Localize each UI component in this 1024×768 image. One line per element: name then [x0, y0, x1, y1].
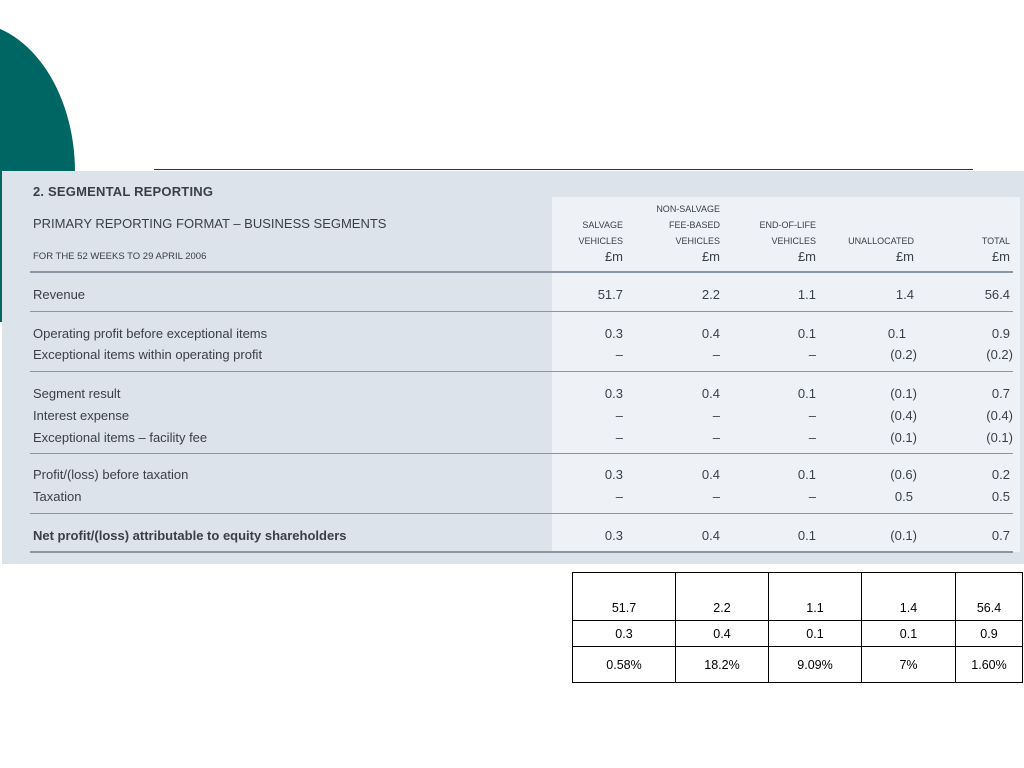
- cell-value: 0.3: [604, 386, 623, 401]
- table-cell: 0.1: [862, 621, 956, 647]
- cell-value: 0.1: [797, 467, 816, 482]
- cell-value: 0.7: [991, 528, 1010, 543]
- cell-value: (0.6): [890, 467, 917, 482]
- column-header-salvage: SALVAGE VEHICLES £m: [578, 220, 623, 264]
- table-row: [573, 573, 1023, 621]
- cell-value: (0.1): [890, 528, 917, 543]
- cell-value: 0.5: [894, 489, 913, 504]
- cell-value: –: [615, 489, 623, 504]
- cell-value: (0.2): [890, 347, 917, 362]
- row-label: Taxation: [33, 489, 82, 504]
- table-cell: 1.60%: [956, 647, 1023, 683]
- cell-value: (0.4): [986, 408, 1013, 423]
- column-header-unallocated: UNALLOCATED £m: [848, 236, 914, 264]
- cell-value: –: [808, 430, 816, 445]
- section-title: 2. SEGMENTAL REPORTING: [33, 184, 214, 199]
- footer-rule: [30, 551, 1013, 553]
- cell-value: 1.4: [895, 287, 914, 302]
- cell-value: 0.4: [701, 326, 720, 341]
- cell-value: 0.4: [701, 386, 720, 401]
- cell-value: –: [615, 430, 623, 445]
- calculation-table: [572, 572, 1023, 683]
- table-cell: 0.9: [956, 621, 1023, 647]
- row-label: Operating profit before exceptional items: [33, 326, 268, 341]
- row-label: Profit/(loss) before taxation: [33, 467, 189, 482]
- table-cell: 1.1: [769, 573, 862, 621]
- row-label: Segment result: [33, 386, 121, 401]
- cell-value: 0.3: [604, 528, 623, 543]
- table-cell: 18.2%: [676, 647, 769, 683]
- row-divider: [30, 311, 1013, 312]
- cell-value: –: [808, 408, 816, 423]
- cell-value: 0.1: [797, 528, 816, 543]
- row-divider: [30, 453, 1013, 454]
- report-subtitle: PRIMARY REPORTING FORMAT – BUSINESS SEGMENTS: [33, 216, 387, 231]
- table-cell: 2.2: [676, 573, 769, 621]
- row-divider: [30, 513, 1013, 514]
- cell-value: –: [615, 408, 623, 423]
- report-period: FOR THE 52 WEEKS TO 29 APRIL 2006: [33, 251, 207, 262]
- row-label: Exceptional items – facility fee: [33, 430, 208, 445]
- cell-value: 1.1: [797, 287, 816, 302]
- cell-value: (0.4): [890, 408, 917, 423]
- column-header-end-of-life: END-OF-LIFE VEHICLES £m: [759, 220, 816, 264]
- table-cell: 9.09%: [769, 647, 862, 683]
- row-label: Interest expense: [33, 408, 130, 423]
- table-cell: 0.58%: [573, 647, 676, 683]
- cell-value: 0.1: [797, 326, 816, 341]
- cell-value: (0.2): [986, 347, 1013, 362]
- cell-value: –: [808, 489, 816, 504]
- table-row: [573, 647, 1023, 683]
- table-cell: 7%: [862, 647, 956, 683]
- cell-value: –: [712, 430, 720, 445]
- cell-value: 51.7: [597, 287, 623, 302]
- cell-value: (0.1): [890, 430, 917, 445]
- table-cell: 56.4: [956, 573, 1023, 621]
- cell-value: 0.3: [604, 326, 623, 341]
- cell-value: –: [712, 347, 720, 362]
- table-cell: 1.4: [862, 573, 956, 621]
- cell-value: –: [615, 347, 623, 362]
- top-rule: [154, 169, 973, 170]
- cell-value: –: [712, 408, 720, 423]
- table-cell: 0.3: [573, 621, 676, 647]
- table-row: [573, 621, 1023, 647]
- cell-value: 2.2: [701, 287, 720, 302]
- table-cell: 51.7: [573, 573, 676, 621]
- cell-value: 0.7: [991, 386, 1010, 401]
- row-divider: [30, 371, 1013, 372]
- cell-value: 0.9: [991, 326, 1010, 341]
- cell-value: 0.3: [604, 467, 623, 482]
- cell-value: 0.4: [701, 528, 720, 543]
- cell-value: 0.4: [701, 467, 720, 482]
- cell-value: 56.4: [984, 287, 1010, 302]
- column-header-total: TOTAL £m: [981, 236, 1010, 264]
- row-label: Revenue: [33, 287, 86, 302]
- cell-value: 0.5: [991, 489, 1010, 504]
- cell-value: –: [808, 347, 816, 362]
- cell-value: –: [712, 489, 720, 504]
- row-label: Net profit/(loss) attributable to equity shareholders: [33, 528, 347, 543]
- row-label: Exceptional items within operating profit: [33, 347, 263, 362]
- cell-value: (0.1): [986, 430, 1013, 445]
- column-header-non-salvage: NON-SALVAGE FEE-BASED VEHICLES £m: [656, 204, 720, 264]
- table-cell: 0.4: [676, 621, 769, 647]
- header-rule: [30, 271, 1013, 273]
- cell-value: 0.1: [887, 326, 906, 341]
- cell-value: 0.2: [991, 467, 1010, 482]
- table-cell: 0.1: [769, 621, 862, 647]
- cell-value: (0.1): [890, 386, 917, 401]
- cell-value: 0.1: [797, 386, 816, 401]
